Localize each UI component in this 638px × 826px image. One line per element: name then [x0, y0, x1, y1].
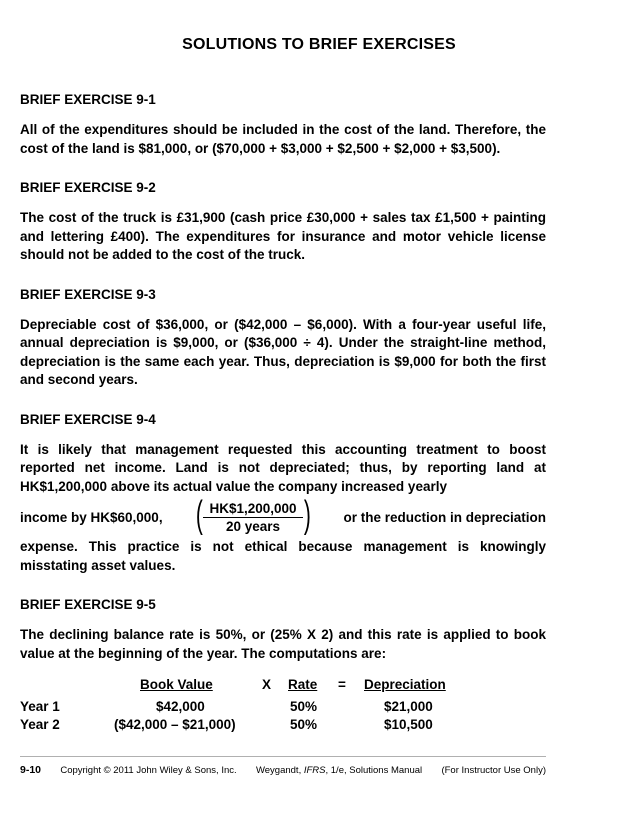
footer-edition: , 1/e, Solutions Manual [325, 764, 423, 776]
fraction-denominator: 20 years [225, 518, 281, 534]
exercise-text-9-3: Depreciable cost of $36,000, or ($42,000 – $6,000). With a four-year useful life, annual depreciation is $9,000, or ($36,000 ÷ 4). Under the straight-line method, depreciation is the same each year. Thus, depreciation is $9,000 for both the first and second years. [20, 316, 546, 387]
exercise-heading-9-3: BRIEF EXERCISE 9-3 [20, 286, 156, 302]
table-row-book-value: ($42,000 – $21,000) [114, 717, 236, 732]
content-body [20, 92, 546, 739]
exercise-heading-9-1: BRIEF EXERCISE 9-1 [20, 92, 156, 107]
fraction-numerator: HK$1,200,000 [203, 501, 302, 518]
fraction-expression [195, 494, 311, 536]
table-row-rate: 50% [290, 699, 318, 714]
page-number: 9-10 [20, 764, 42, 776]
table-row-depreciation: $10,500 [384, 717, 433, 732]
header-rate: Rate [288, 677, 318, 692]
header-depreciation: Depreciation [364, 677, 446, 692]
footer-author: Weygandt, [255, 764, 302, 776]
table-row-year: Year 1 [20, 699, 60, 714]
footer-copyright: Copyright © 2011 John Wiley & Sons, Inc. [60, 764, 237, 776]
footer-divider [20, 756, 546, 757]
fraction [203, 501, 302, 534]
table-row-rate: 50% [290, 717, 318, 732]
header-times: X [262, 677, 272, 692]
income-label: income by HK$60,000, [20, 509, 163, 525]
fraction-line [20, 496, 546, 538]
left-paren: ( [195, 494, 203, 536]
depreciation-reduction-text: or the reduction in depreciation [343, 509, 546, 525]
footer-usage-note: (For Instructor Use Only) [441, 764, 546, 776]
header-equals: = [338, 677, 346, 692]
exercise-text-9-1: All of the expenditures should be included in the cost of the land. Therefore, the cost of the land is $81,000, or ($70,000 + $3,000 + $2,500 + $2,000 + $3,500). [20, 122, 546, 156]
right-paren: ) [303, 494, 311, 536]
exercise-heading-9-4: BRIEF EXERCISE 9-4 [20, 411, 156, 427]
table-row-year: Year 2 [20, 717, 60, 732]
footer-book-title: IFRS [303, 764, 326, 776]
footer-source [256, 765, 422, 776]
table-row-depreciation: $21,000 [384, 699, 433, 714]
exercise-text-9-4-intro: It is likely that management requested this accounting treatment to boost reported net income. Land is not depreciated; thus, by reporting land at HK$1,200,000 above its actual value the company increased yearly [20, 441, 546, 494]
table-row-book-value: $42,000 [156, 699, 205, 714]
header-book-value: Book Value [140, 677, 213, 692]
exercise-heading-9-2: BRIEF EXERCISE 9-2 [20, 180, 156, 195]
exercise-heading-9-5: BRIEF EXERCISE 9-5 [20, 597, 156, 612]
exercise-text-9-4-conclusion: expense. This practice is not ethical because management is knowingly misstating asset values. [20, 539, 546, 573]
exercise-text-9-2: The cost of the truck is £31,900 (cash price £30,000 + sales tax £1,500 + painting and lettering £400). The expenditures for insurance and motor vehicle license should not be added to the cost of the truck. [20, 210, 546, 262]
page-footer [20, 764, 546, 776]
computation-table [20, 677, 546, 739]
page-title: SOLUTIONS TO BRIEF EXERCISES [182, 36, 456, 53]
exercise-text-9-5: The declining balance rate is 50%, or (25% X 2) and this rate is applied to book value at the beginning of the year. The computations are: [20, 627, 546, 661]
